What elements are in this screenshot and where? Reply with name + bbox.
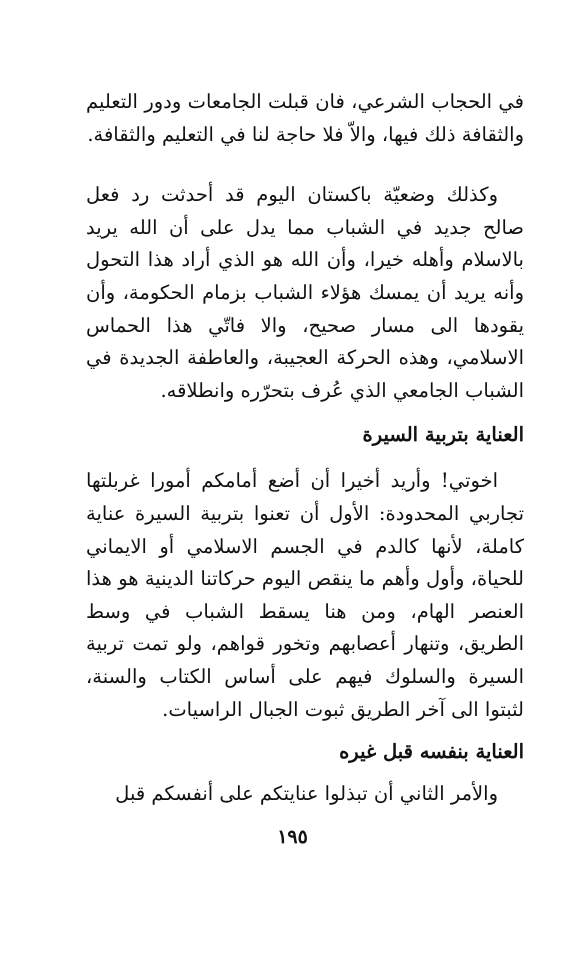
page-number: ١٩٥ xyxy=(277,826,308,848)
section-heading-character-upbringing: العناية بتربية السيرة xyxy=(362,423,524,447)
paragraph-pakistan: وكذلك وضعيّة باكستان اليوم قد أحدثت رد فعل صالح جديد في الشباب مما يدل على أن الله يريد بالاسلام وأهله خيرا، وأن الله هو الذي أراد هذا التحول وأنه يريد أن يمسك هؤلاء الشباب بزمام الحكومة، وأن يقودها الى مسار صحيح، والا فاتّي هذا الحماس الاسلامي، وهذه الحركة العجيبة، والعاطفة الجديدة في الشباب الجامعي الذي عُرف بتحرّره وانطلاقه. xyxy=(86,183,524,402)
paragraph-hijab: في الحجاب الشرعي، فان قبلت الجامعات ودور التعليم والثقافة ذلك فيها، والاّ فلا حاجة لنا في التعليم والثقافة. xyxy=(86,90,524,146)
section-heading-self-care: العناية بنفسه قبل غيره xyxy=(339,740,524,764)
paragraph-second-matter: والأمر الثاني أن تبذلوا عنايتكم على أنفسكم قبل xyxy=(115,782,498,806)
page-body xyxy=(86,86,524,811)
paragraph-brothers: اخوتي! وأريد أخيرا أن أضع أمامكم أمورا غربلتها تجاربي المحدودة: الأول أن تعنوا بتربية السيرة عناية كاملة، لأنها كالدم في الجسم الاسلامي أو الايماني للحياة، وأول وأهم ما ينقص اليوم حركاتنا الدينية هو هذا العنصر الهام، ومن هنا يسقط الشباب في وسط الطريق، وتنهار أعصابهم وتخور قواهم، ولو تمت تربية السيرة والسلوك فيهم على أساس الكتاب والسنة، لثبتوا الى آخر الطريق ثبوت الجبال الراسيات. xyxy=(86,469,524,721)
